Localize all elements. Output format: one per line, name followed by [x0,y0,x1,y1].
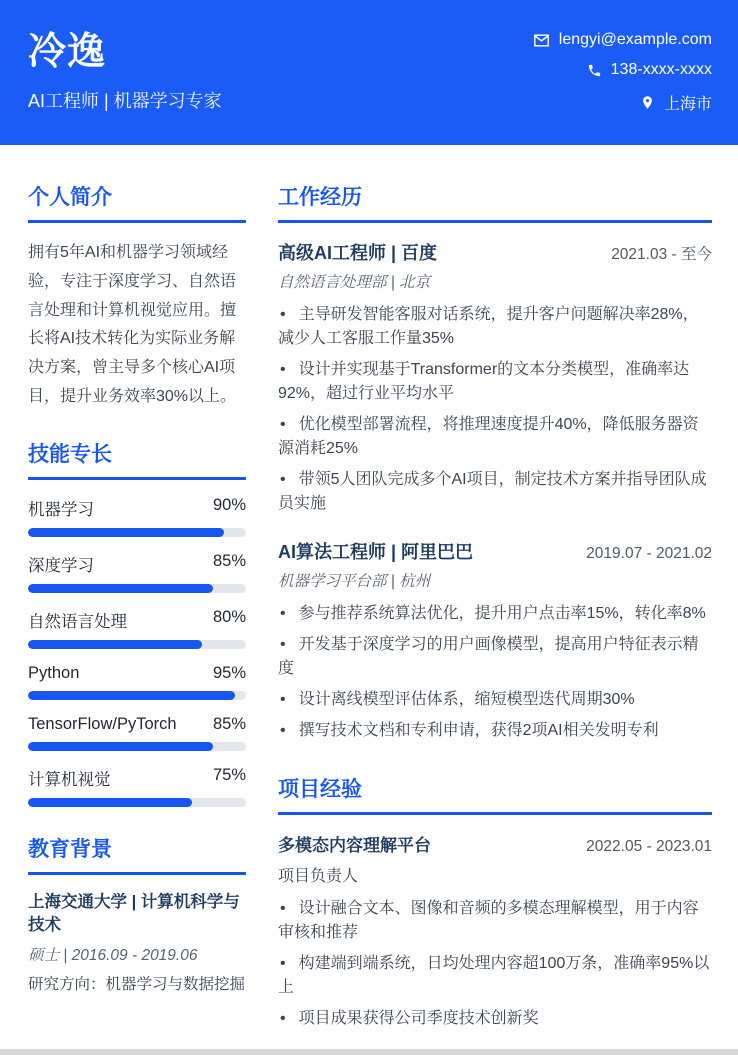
education-research: 研究方向：机器学习与数据挖掘 [28,975,246,993]
person-job-title: AI工程师 | 机器学习专家 [28,90,222,111]
contact-phone-row [587,61,712,79]
skill-row [28,664,246,700]
skill-percent: 80% [212,607,246,626]
job-date: 2021.03 - 至今 [611,246,712,263]
skill-bar-fill [28,742,213,751]
skill-label: 自然语言处理 [28,612,127,631]
section-title-projects: 项目经验 [278,773,712,815]
bullet-dot-icon: • [280,722,286,739]
skill-percent: 90% [212,495,246,514]
job-bullet: • 设计并实现基于Transformer的文本分类模型，准确率达92%，超过行业平均水平 [278,361,690,402]
bullet-dot-icon: • [280,416,286,433]
contact-phone: 138-xxxx-xxxx [610,61,712,78]
skill-bar-fill [28,528,224,537]
right-column [278,145,712,1053]
job-bullets [278,303,712,516]
skill-label: Python [28,663,80,682]
bullet-dot-icon: • [280,691,286,708]
skill-bar [28,528,246,537]
summary-text: 拥有5年AI和机器学习领域经验，专注于深度学习、自然语言处理和计算机视觉应用。擅长将AI技术转化为实际业务解决方案，曾主导多个核心AI项目，提升业务效率30%以上。 [28,244,237,405]
skill-bar [28,640,246,649]
project-date: 2022.05 - 2023.01 [586,838,712,855]
contact-location-row [640,91,712,114]
section-title-summary: 个人简介 [28,181,246,223]
skill-bar [28,691,246,700]
job-bullet: • 开发基于深度学习的用户画像模型，提高用户特征表示精度 [278,636,699,677]
skill-bar-fill [28,691,235,700]
project-title: 多模态内容理解平台 [278,836,431,855]
job-entry [278,239,712,516]
skill-row [28,608,246,649]
skill-row [28,496,246,537]
skill-bar-fill [28,584,213,593]
project-role: 项目负责人 [278,868,359,885]
skill-percent: 95% [212,663,246,682]
skill-percent: 85% [212,551,246,570]
bullet-dot-icon: • [280,605,286,622]
phone-icon [587,63,602,78]
bullet-dot-icon: • [280,471,286,488]
left-column [28,145,246,1053]
skill-bar [28,742,246,751]
contact-email-row [533,31,712,49]
job-bullets [278,602,712,743]
contact-email: lengyi@example.com [558,31,712,48]
skill-percent: 75% [212,765,246,784]
project-bullets [278,897,712,1031]
job-bullet: • 撰写技术文档和专利申请，获得2项AI相关发明专利 [280,722,659,739]
project-bullet: • 项目成果获得公司季度技术创新奖 [280,1010,539,1027]
skill-row [28,766,246,807]
job-department: 自然语言处理部 | 北京 [278,274,431,291]
page-bottom-edge [0,1049,738,1055]
job-entry [278,538,712,743]
section-title-skills: 技能专长 [28,438,246,480]
education-school: 上海交通大学 | 计算机科学与技术 [28,892,240,934]
skill-row [28,715,246,751]
project-bullet: • 构建端到端系统，日均处理内容超100万条，准确率95%以上 [278,955,710,996]
job-bullet: • 参与推荐系统算法优化，提升用户点击率15%，转化率8% [280,605,706,622]
job-department: 机器学习平台部 | 杭州 [278,573,431,590]
skill-bar [28,798,246,807]
bullet-dot-icon: • [280,306,286,323]
skill-label: 深度学习 [28,556,94,575]
bullet-dot-icon: • [280,636,286,653]
job-bullet: • 优化模型部署流程，将推理速度提升40%，降低服务器资源消耗25% [278,416,699,457]
education-degree: 硕士 | 2016.09 - 2019.06 [28,946,198,964]
skill-bar-fill [28,798,192,807]
job-bullet: • 设计离线模型评估体系，缩短模型迭代周期30% [280,691,635,708]
resume-header [0,0,738,145]
skill-bar [28,584,246,593]
skill-bar-fill [28,640,202,649]
person-name: 冷逸 [28,31,107,74]
skill-label: 计算机视觉 [28,770,111,789]
skills-list [28,496,246,807]
skill-percent: 85% [212,714,246,733]
skill-label: TensorFlow/PyTorch [28,714,177,733]
contact-location: 上海市 [663,96,712,113]
project-entry [278,831,712,1031]
job-title: AI算法工程师 | 阿里巴巴 [278,542,474,562]
envelope-icon [533,32,550,49]
bullet-dot-icon: • [280,1010,286,1027]
skill-label: 机器学习 [28,500,94,519]
job-bullet: • 主导研发智能客服对话系统，提升客户问题解决率28%，减少人工客服工作量35% [278,306,699,347]
bullet-dot-icon: • [280,900,286,917]
job-title: 高级AI工程师 | 百度 [278,243,438,263]
skill-row [28,552,246,593]
job-bullet: • 带领5人团队完成多个AI项目，制定技术方案并指导团队成员实施 [278,471,707,512]
resume-body [0,145,738,1053]
bullet-dot-icon: • [280,361,286,378]
job-date: 2019.07 - 2021.02 [586,545,712,562]
education-entry [28,891,246,996]
project-bullet: • 设计融合文本、图像和音频的多模态理解模型，用于内容审核和推荐 [278,900,699,941]
bullet-dot-icon: • [280,955,286,972]
section-title-education: 教育背景 [28,833,246,875]
contact-info [533,31,712,114]
location-pin-icon [640,95,655,110]
section-title-experience: 工作经历 [278,181,712,223]
